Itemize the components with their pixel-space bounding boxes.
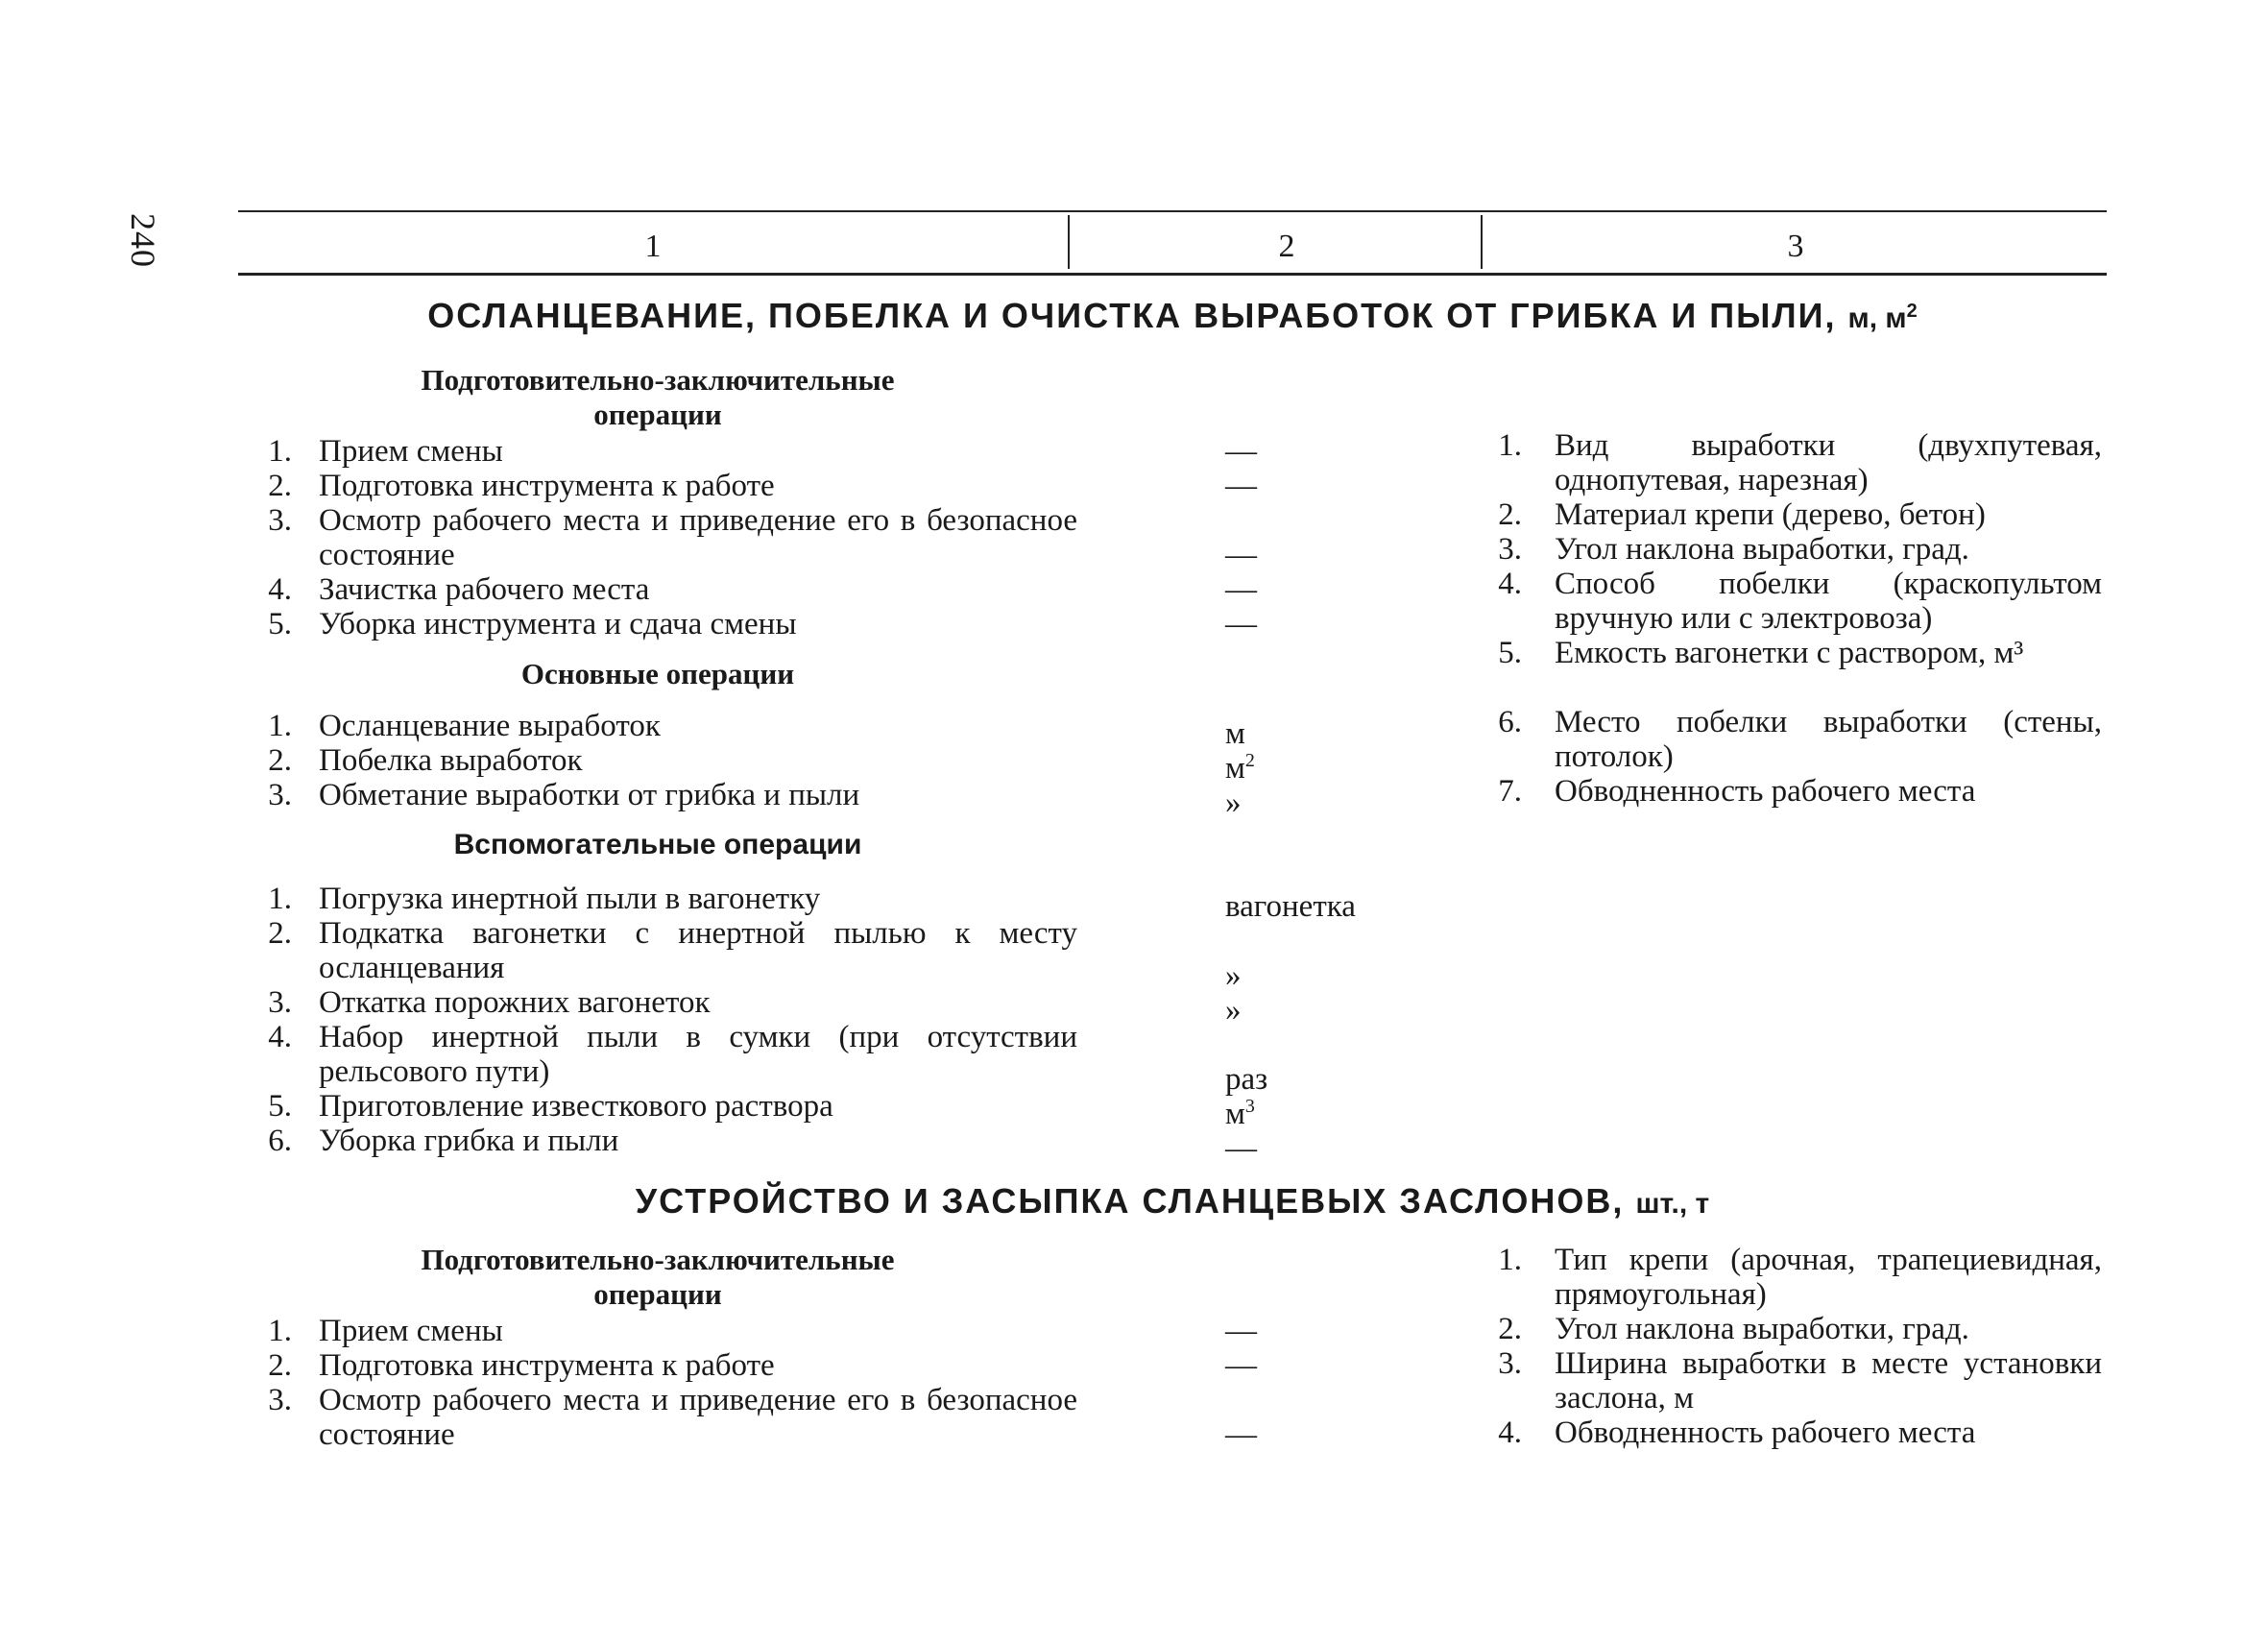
- unit-value: —: [1225, 538, 1257, 572]
- unit-value: »: [1225, 786, 1242, 820]
- unit-value: вагонетка: [1225, 889, 1356, 924]
- section-unit: м, $м^2$: [1847, 301, 1918, 334]
- unit-value: —: [1225, 434, 1257, 469]
- unit-value: —: [1225, 1314, 1257, 1348]
- unit-value: $м^2$: [1225, 750, 1255, 786]
- unit-value: —: [1225, 469, 1257, 503]
- column-header-1: 1: [644, 229, 662, 264]
- table-header-rule: [238, 273, 2107, 276]
- section-unit: шт., т: [1635, 1188, 1710, 1220]
- unit-value: —: [1225, 607, 1257, 641]
- unit-value: —: [1225, 1131, 1257, 1166]
- section-title-text: УСТРОЙСТВО И ЗАСЫПКА СЛАНЦЕВЫХ ЗАСЛОНОВ,: [635, 1181, 1625, 1221]
- page-number: 240: [124, 213, 162, 268]
- column-separator: [1068, 215, 1070, 269]
- column-header-2: 2: [1278, 229, 1295, 264]
- section-title-text: ОСЛАНЦЕВАНИЕ, ПОБЕЛКА И ОЧИСТКА ВЫРАБОТОК ОТ ГРИБКА И ПЫЛИ,: [427, 296, 1837, 335]
- unit-value: —: [1225, 572, 1257, 607]
- group-heading-aux: Вспомогательные операции: [453, 829, 862, 860]
- unit-value: раз: [1225, 1062, 1268, 1097]
- section-title-1: [238, 296, 2107, 336]
- unit-value: —: [1225, 1348, 1257, 1383]
- group-heading-prep: Подготовительно-заключительные операции: [421, 1243, 895, 1311]
- unit-value: $м^3$: [1225, 1096, 1255, 1131]
- table-top-rule: [238, 210, 2107, 212]
- column-header-3: 3: [1787, 229, 1804, 264]
- group-heading-main: Основные операции: [520, 657, 795, 690]
- unit-value: —: [1225, 1417, 1257, 1452]
- unit-value: м: [1225, 716, 1245, 751]
- unit-value: »: [1225, 958, 1242, 993]
- unit-value: »: [1225, 993, 1242, 1028]
- section-title-2: [238, 1181, 2107, 1222]
- group-heading-prep: Подготовительно-заключительные операции: [421, 363, 895, 431]
- column-separator: [1481, 215, 1483, 269]
